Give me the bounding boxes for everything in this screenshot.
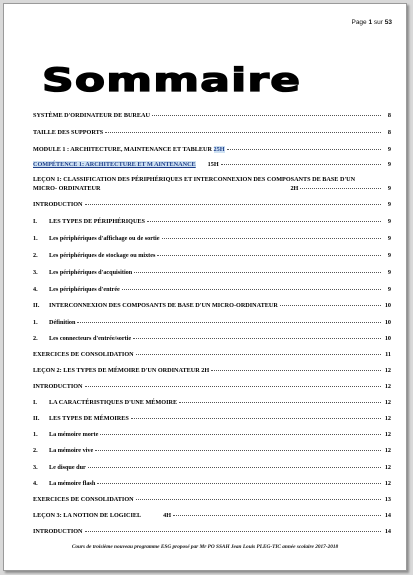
- page-footer: Cours de troisième nouveau programme ESG proposé par Mr PO SSAH Jean Louis PLEG-TIC année scolaire 2017-2018: [71, 544, 339, 550]
- toc-entry[interactable]: MODULE 1 : ARCHITECTURE, MAINTENANCE ET TABLEUR 25H 9: [33, 146, 391, 153]
- toc-entry[interactable]: INTRODUCTION 14: [33, 528, 391, 535]
- toc-entry[interactable]: 2. Les périphériques de stockage ou mixtes 9: [33, 252, 391, 259]
- toc-entry[interactable]: 3. Le disque dur 12: [33, 464, 391, 471]
- toc-entry[interactable]: EXERCICES DE CONSOLIDATION 11: [33, 351, 391, 358]
- toc-entry[interactable]: EXERCICES DE CONSOLIDATION 13: [33, 496, 391, 503]
- toc-entry[interactable]: TAILLE DES SUPPORTS 8: [33, 129, 391, 136]
- toc-entry[interactable]: COMPÉTENCE 1: ARCHITECTURE ET M AINTENANCE 15H 9: [33, 161, 391, 168]
- toc-entry[interactable]: LEÇON 2: LES TYPES DE MÉMOIRE D'UN ORDINATEUR 2H 12: [33, 367, 391, 374]
- document-page: [3, 3, 407, 571]
- toc-entry[interactable]: 1. Les périphériques d'affichage ou de sortie 9: [33, 235, 391, 242]
- page-number-label: Page 1 sur 53: [351, 19, 392, 26]
- toc-entry[interactable]: INTRODUCTION 12: [33, 383, 391, 390]
- toc-entry[interactable]: I. LA CARACTÉRISTIQUES D'UNE MÉMOIRE 12: [33, 399, 391, 406]
- toc-entry[interactable]: LEÇON 3: LA NOTION DE LOGICIEL 4H 14: [33, 512, 391, 519]
- document-title: Sommaire: [42, 62, 302, 99]
- toc-entry[interactable]: SYSTÈME D'ORDINATEUR DE BUREAU 8: [33, 112, 391, 119]
- toc-entry[interactable]: 1. La mémoire morte 12: [33, 431, 391, 438]
- toc-entry[interactable]: 3. Les périphériques d'acquisition 9: [33, 269, 391, 276]
- toc-entry[interactable]: 2. La mémoire vive 12: [33, 447, 391, 454]
- toc-entry[interactable]: II. LES TYPES DE MÉMOIRES 12: [33, 415, 391, 422]
- toc-entry[interactable]: INTRODUCTION 9: [33, 201, 391, 208]
- toc-entry[interactable]: II. INTERCONNEXION DES COMPOSANTS DE BASE D'UN MICRO-ORDINATEUR 10: [33, 302, 391, 309]
- toc-entry[interactable]: LEÇON 1: CLASSIFICATION DES PÉRIPHÉRIQUES ET INTERCONNEXION DES COMPOSANTS DE BASE D'UN MICRO- ORDINATEUR 2H 9: [33, 176, 391, 192]
- toc-entry[interactable]: I. LES TYPES DE PÉRIPHÉRIQUES 9: [33, 218, 391, 225]
- toc-entry[interactable]: 4. La mémoire flash 12: [33, 480, 391, 487]
- toc-entry[interactable]: 4. Les périphériques d'entrée 9: [33, 286, 391, 293]
- toc-entry[interactable]: 1. Définition 10: [33, 319, 391, 326]
- toc-entry[interactable]: 2. Les connecteurs d'entrée/sortie 10: [33, 335, 391, 342]
